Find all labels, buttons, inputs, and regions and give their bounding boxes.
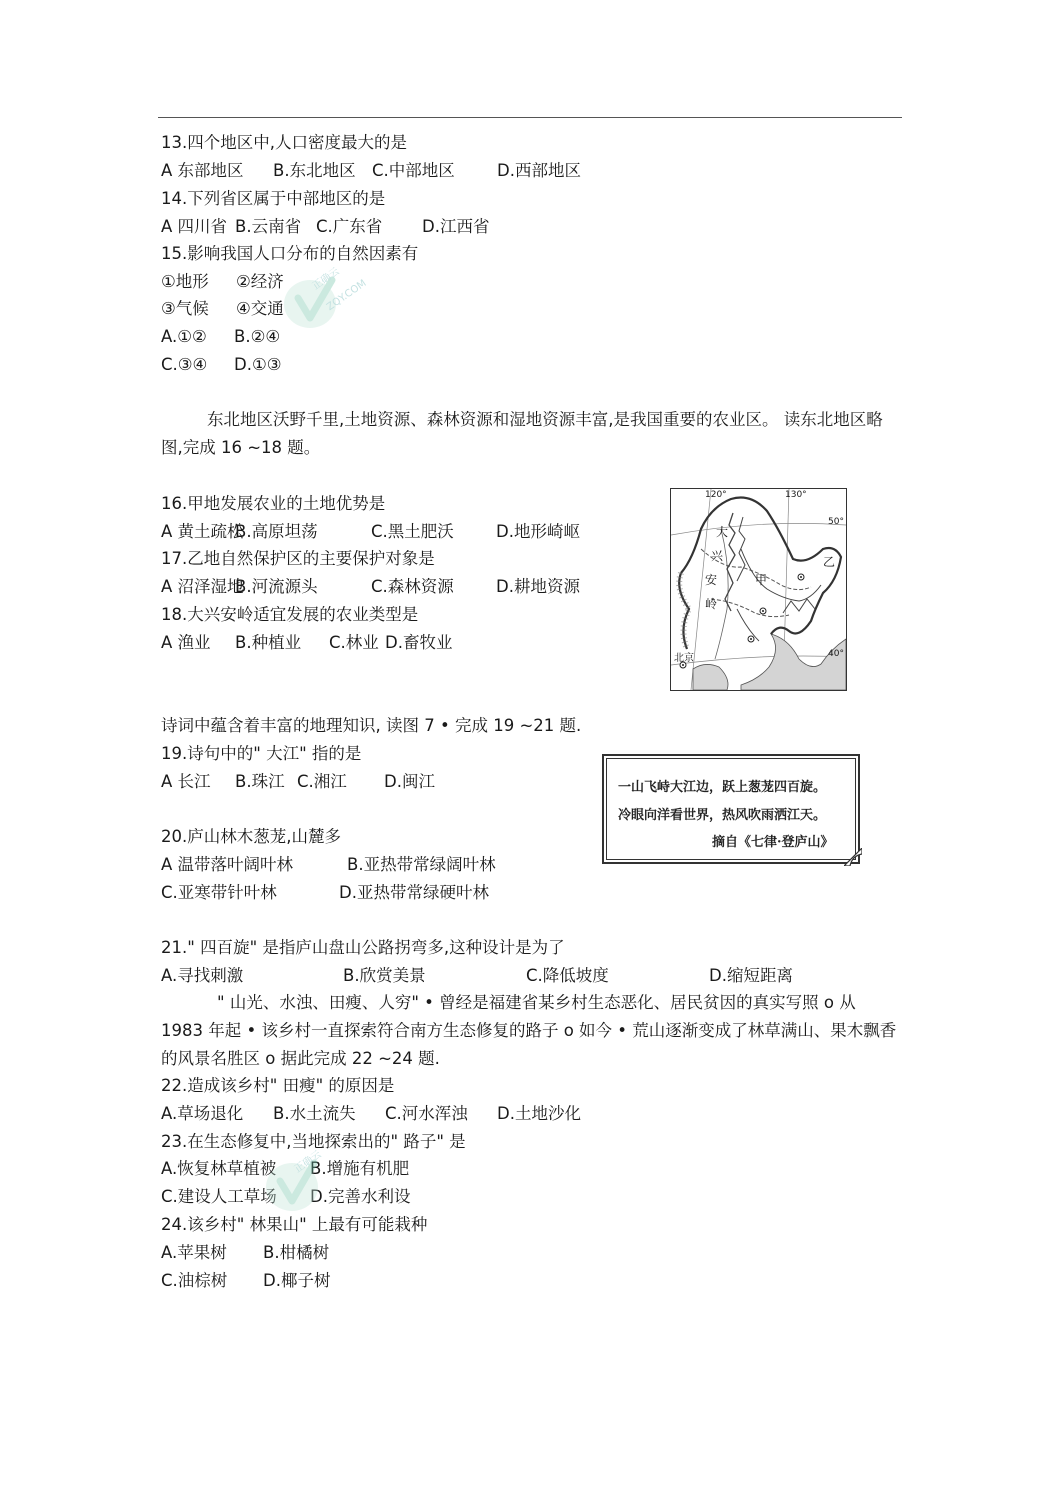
q14-option-c[interactable]: C.广东省 xyxy=(316,217,383,236)
q15-item-2: ②经济 xyxy=(236,272,284,291)
q17-option-b[interactable]: B.河流源头 xyxy=(235,577,318,596)
q21-options xyxy=(161,965,793,987)
map-lat-50: 50° xyxy=(828,517,844,527)
q24-option-b[interactable]: B.柑橘树 xyxy=(263,1243,330,1262)
q17-option-c[interactable]: C.森林资源 xyxy=(371,577,454,596)
watermark-brand-2: 正确云 xyxy=(292,1149,324,1176)
q15-item-4: ④交通 xyxy=(236,299,284,318)
q18-stem: 18.大兴安岭适宜发展的农业类型是 xyxy=(161,605,419,624)
q14-stem: 14.下列省区属于中部地区的是 xyxy=(161,189,386,208)
q16-options xyxy=(161,521,580,543)
q19-option-d[interactable]: D.闽江 xyxy=(384,772,435,791)
q18-option-c[interactable]: C.林业 xyxy=(329,633,379,652)
map-label-da: 大 xyxy=(716,525,729,539)
q18-option-a[interactable]: A 渔业 xyxy=(161,633,211,652)
q20-option-c[interactable]: C.亚寒带针叶林 xyxy=(161,883,277,902)
q16-option-a[interactable]: A 黄土疏松 xyxy=(161,522,244,541)
q24-options-row2 xyxy=(161,1270,330,1292)
intro-poem: 诗词中蕴含着丰富的地理知识, 读图 7 • 完成 19 ~21 题. xyxy=(161,716,582,735)
q24-option-d[interactable]: D.椰子树 xyxy=(263,1271,331,1290)
q22-stem: 22.造成该乡村" 田瘦" 的原因是 xyxy=(161,1076,395,1095)
map-label-yi: 乙 xyxy=(823,555,836,569)
q22-option-b[interactable]: B.水土流失 xyxy=(273,1104,356,1123)
map-label-jia: 甲 xyxy=(755,573,768,587)
northeast-map xyxy=(670,488,847,691)
q15-option-c[interactable]: C.③④ xyxy=(161,355,208,374)
q15-item-3: ③气候 xyxy=(161,299,209,318)
q19-options xyxy=(161,771,435,793)
q20-option-d[interactable]: D.亚热带常绿硬叶林 xyxy=(339,883,489,902)
q14-option-b[interactable]: B.云南省 xyxy=(235,217,302,236)
poem-line-1: 一山飞峙大江边，跃上葱茏四百旋。 xyxy=(618,780,827,795)
q23-option-b[interactable]: B.增施有机肥 xyxy=(310,1159,410,1178)
q19-option-a[interactable]: A 长江 xyxy=(161,772,211,791)
q17-option-a[interactable]: A 沼泽湿地 xyxy=(161,577,244,596)
poem-box xyxy=(602,754,860,864)
q18-option-d[interactable]: D.畜牧业 xyxy=(385,633,453,652)
q14-option-a[interactable]: A 四川省 xyxy=(161,217,228,236)
q15-options-row1 xyxy=(161,326,280,348)
q19-option-b[interactable]: B.珠江 xyxy=(235,772,285,791)
q24-options-row1 xyxy=(161,1242,329,1264)
q22-option-d[interactable]: D.土地沙化 xyxy=(497,1104,581,1123)
q21-option-a[interactable]: A.寻找刺激 xyxy=(161,966,244,985)
q17-stem: 17.乙地自然保护区的主要保护对象是 xyxy=(161,549,435,568)
q20-stem: 20.庐山林木葱茏,山麓多 xyxy=(161,827,341,846)
header-rule xyxy=(158,117,902,118)
q20-options-row1 xyxy=(161,854,496,876)
q13-option-d[interactable]: D.西部地区 xyxy=(497,161,581,180)
q16-stem: 16.甲地发展农业的土地优势是 xyxy=(161,494,386,513)
watermark-top xyxy=(280,262,390,342)
q16-option-d[interactable]: D.地形崎岖 xyxy=(496,522,580,541)
q20-options-row2 xyxy=(161,882,489,904)
q16-option-c[interactable]: C.黑土肥沃 xyxy=(371,522,454,541)
q13-option-c[interactable]: C.中部地区 xyxy=(372,161,455,180)
q24-option-a[interactable]: A.苹果树 xyxy=(161,1243,227,1262)
q13-option-b[interactable]: B.东北地区 xyxy=(273,161,356,180)
q20-option-b[interactable]: B.亚热带常绿阔叶林 xyxy=(347,855,496,874)
intro-northeast: 东北地区沃野千里,土地资源、森林资源和湿地资源丰富,是我国重要的农业区。 读东北地区略图,完成 16 ~18 题。 xyxy=(161,410,883,457)
q22-option-c[interactable]: C.河水浑浊 xyxy=(385,1104,468,1123)
q14-options xyxy=(161,216,489,238)
watermark-bottom xyxy=(262,1145,372,1225)
q23-stem: 23.在生态修复中,当地探索出的" 路子" 是 xyxy=(161,1132,466,1151)
q22-option-a[interactable]: A.草场退化 xyxy=(161,1104,244,1123)
q23-option-c[interactable]: C.建设人工草场 xyxy=(161,1187,277,1206)
q15-items-row2 xyxy=(161,298,284,320)
q18-option-b[interactable]: B.种植业 xyxy=(235,633,302,652)
watermark-text: ZQY.COM xyxy=(324,277,369,314)
q20-option-a[interactable]: A 温带落叶阔叶林 xyxy=(161,855,294,874)
map-label-ling: 岭 xyxy=(705,597,718,611)
map-label-an: 安 xyxy=(705,573,718,587)
q13-stem: 13.四个地区中,人口密度最大的是 xyxy=(161,133,407,152)
q15-option-a[interactable]: A.①② xyxy=(161,327,207,346)
poem-curl-icon xyxy=(844,848,862,866)
q23-option-d[interactable]: D.完善水利设 xyxy=(310,1187,411,1206)
q15-items-row1 xyxy=(161,271,284,293)
q21-option-c[interactable]: C.降低坡度 xyxy=(526,966,609,985)
q21-option-b[interactable]: B.欣赏美景 xyxy=(343,966,426,985)
poem-source: 摘自《七律·登庐山》 xyxy=(712,835,834,850)
q22-options xyxy=(161,1103,581,1125)
q16-option-b[interactable]: B.高原坦荡 xyxy=(235,522,318,541)
q15-item-1: ①地形 xyxy=(161,272,209,291)
q15-option-b[interactable]: B.②④ xyxy=(234,327,281,346)
q14-option-d[interactable]: D.江西省 xyxy=(422,217,490,236)
q15-options-row2 xyxy=(161,354,282,376)
q17-options xyxy=(161,576,580,598)
q23-option-a[interactable]: A.恢复林草植被 xyxy=(161,1159,277,1178)
q15-option-d[interactable]: D.①③ xyxy=(234,355,282,374)
q13-option-a[interactable]: A 东部地区 xyxy=(161,161,244,180)
q21-option-d[interactable]: D.缩短距离 xyxy=(709,966,793,985)
map-label-xing: 兴 xyxy=(711,549,724,563)
q19-stem: 19.诗句中的" 大江" 指的是 xyxy=(161,744,362,763)
map-lon-130: 130° xyxy=(785,490,807,500)
q24-option-c[interactable]: C.油棕树 xyxy=(161,1271,228,1290)
q13-options xyxy=(161,160,581,182)
poem-line-2: 冷眼向洋看世界，热风吹雨洒江天。 xyxy=(618,808,827,823)
q18-options xyxy=(161,632,452,654)
q17-option-d[interactable]: D.耕地资源 xyxy=(496,577,580,596)
northeast-map-drawing xyxy=(671,489,846,690)
map-label-beijing: 北京 xyxy=(674,653,694,664)
map-lon-120: 120° xyxy=(705,490,727,500)
q19-option-c[interactable]: C.湘江 xyxy=(297,772,347,791)
intro-eco: " 山光、水浊、田瘦、人穷" • 曾经是福建省某乡村生态恶化、居民贫因的真实写照 o 从 1983 年起 • 该乡村一直探索符合南方生态修复的路子 o 如今 • 荒山逐渐变成了林草满山、果木飘香的风景名胜区 o 据此完成 22 ~24 题. xyxy=(161,993,897,1068)
watermark-brand: 正确云 xyxy=(310,266,342,293)
q15-stem: 15.影响我国人口分布的自然因素有 xyxy=(161,244,419,263)
q21-stem: 21." 四百旋" 是指庐山盘山公路拐弯多,这种设计是为了 xyxy=(161,938,565,957)
q24-stem: 24.该乡村" 林果山" 上最有可能栽种 xyxy=(161,1215,428,1234)
map-lat-40: 40° xyxy=(828,649,844,659)
